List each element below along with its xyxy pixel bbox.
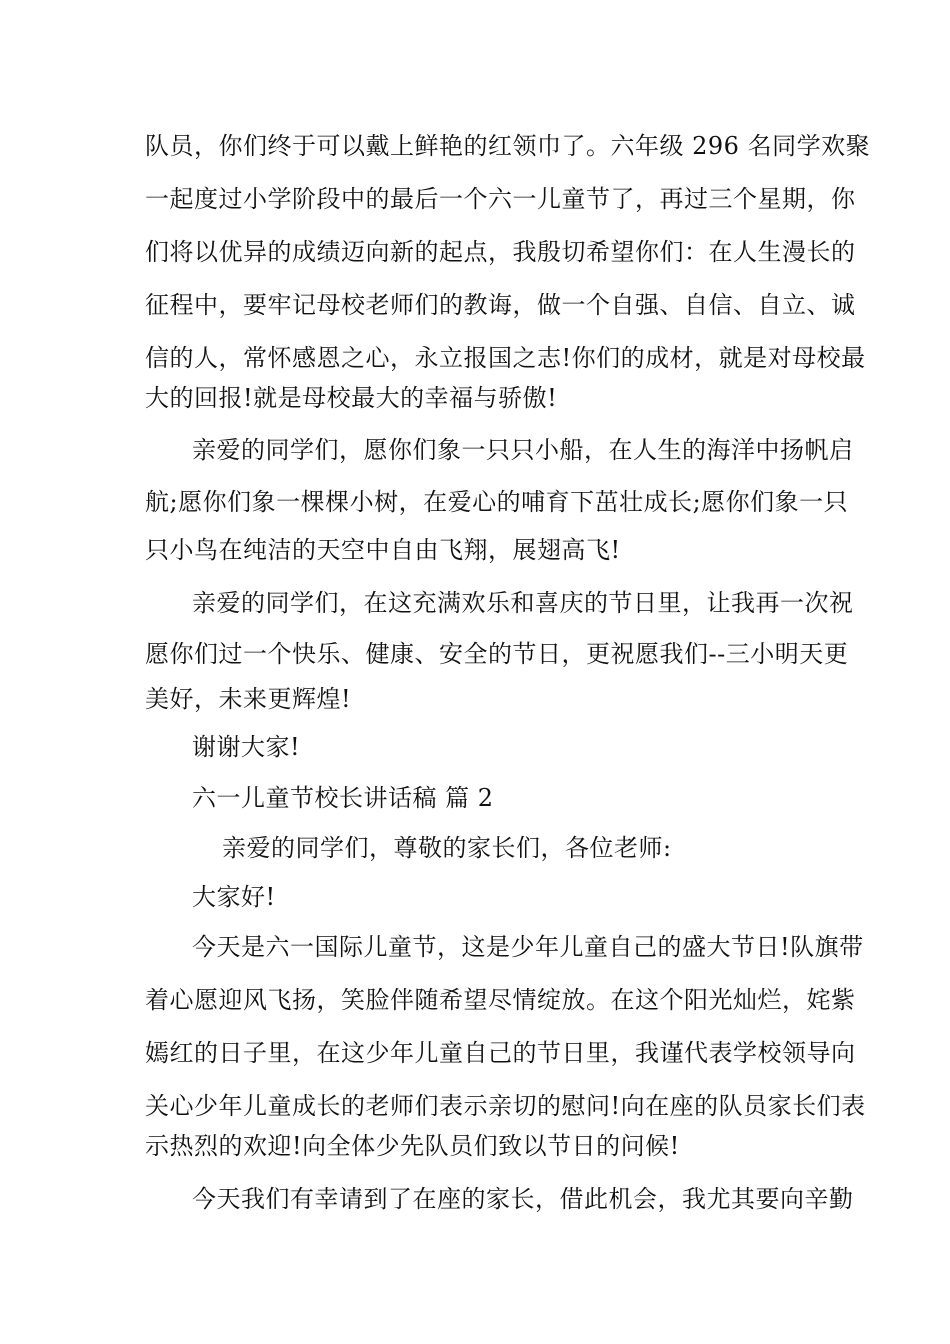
paragraph-line: 今天我们有幸请到了在座的家长，借此机会，我尤其要向辛勤 bbox=[192, 1185, 854, 1213]
paragraph-line: 队员，你们终于可以戴上鲜艳的红领巾了。六年级 296 名同学欢聚 bbox=[145, 132, 871, 160]
paragraph-line: 着心愿迎风飞扬，笑脸伴随希望尽情绽放。在这个阳光灿烂，姹紫 bbox=[145, 986, 856, 1014]
paragraph-line: 只小鸟在纯洁的天空中自由飞翔，展翅高飞! bbox=[145, 536, 621, 564]
paragraph-line: 们将以优异的成绩迈向新的起点，我殷切希望你们：在人生漫长的 bbox=[145, 238, 856, 266]
paragraph-line: 征程中，要牢记母校老师们的教诲，做一个自强、自信、自立、诚 bbox=[145, 291, 856, 319]
paragraph-line: 示热烈的欢迎!向全体少先队员们致以节日的问候! bbox=[145, 1132, 680, 1160]
paragraph-line: 愿你们过一个快乐、健康、安全的节日，更祝愿我们--三小明天更 bbox=[145, 640, 849, 668]
closing-line: 谢谢大家! bbox=[192, 733, 301, 761]
salutation-line: 亲爱的同学们，尊敬的家长们，各位老师: bbox=[222, 834, 672, 862]
greeting-line: 大家好! bbox=[192, 883, 276, 911]
paragraph-line: 大的回报!就是母校最大的幸福与骄傲! bbox=[145, 384, 558, 412]
paragraph-line: 今天是六一国际儿童节，这是少年儿童自己的盛大节日!队旗带 bbox=[192, 933, 864, 961]
paragraph-line: 亲爱的同学们，愿你们象一只只小船，在人生的海洋中扬帆启 bbox=[192, 436, 854, 464]
paragraph-line: 嫣红的日子里，在这少年儿童自己的节日里，我谨代表学校领导向 bbox=[145, 1039, 856, 1067]
section-heading: 六一儿童节校长讲话稿 篇 2 bbox=[192, 784, 494, 812]
paragraph-line: 美好，未来更辉煌! bbox=[145, 685, 352, 713]
paragraph-line: 航;愿你们象一棵棵小树，在爱心的哺育下茁壮成长;愿你们象一只 bbox=[145, 488, 849, 516]
paragraph-line: 一起度过小学阶段中的最后一个六一儿童节了，再过三个星期，你 bbox=[145, 185, 856, 213]
paragraph-line: 信的人，常怀感恩之心，永立报国之志!你们的成材，就是对母校最 bbox=[145, 344, 866, 372]
paragraph-line: 关心少年儿童成长的老师们表示亲切的慰问!向在座的队员家长们表 bbox=[145, 1092, 866, 1120]
paragraph-line: 亲爱的同学们，在这充满欢乐和喜庆的节日里，让我再一次祝 bbox=[192, 589, 854, 617]
